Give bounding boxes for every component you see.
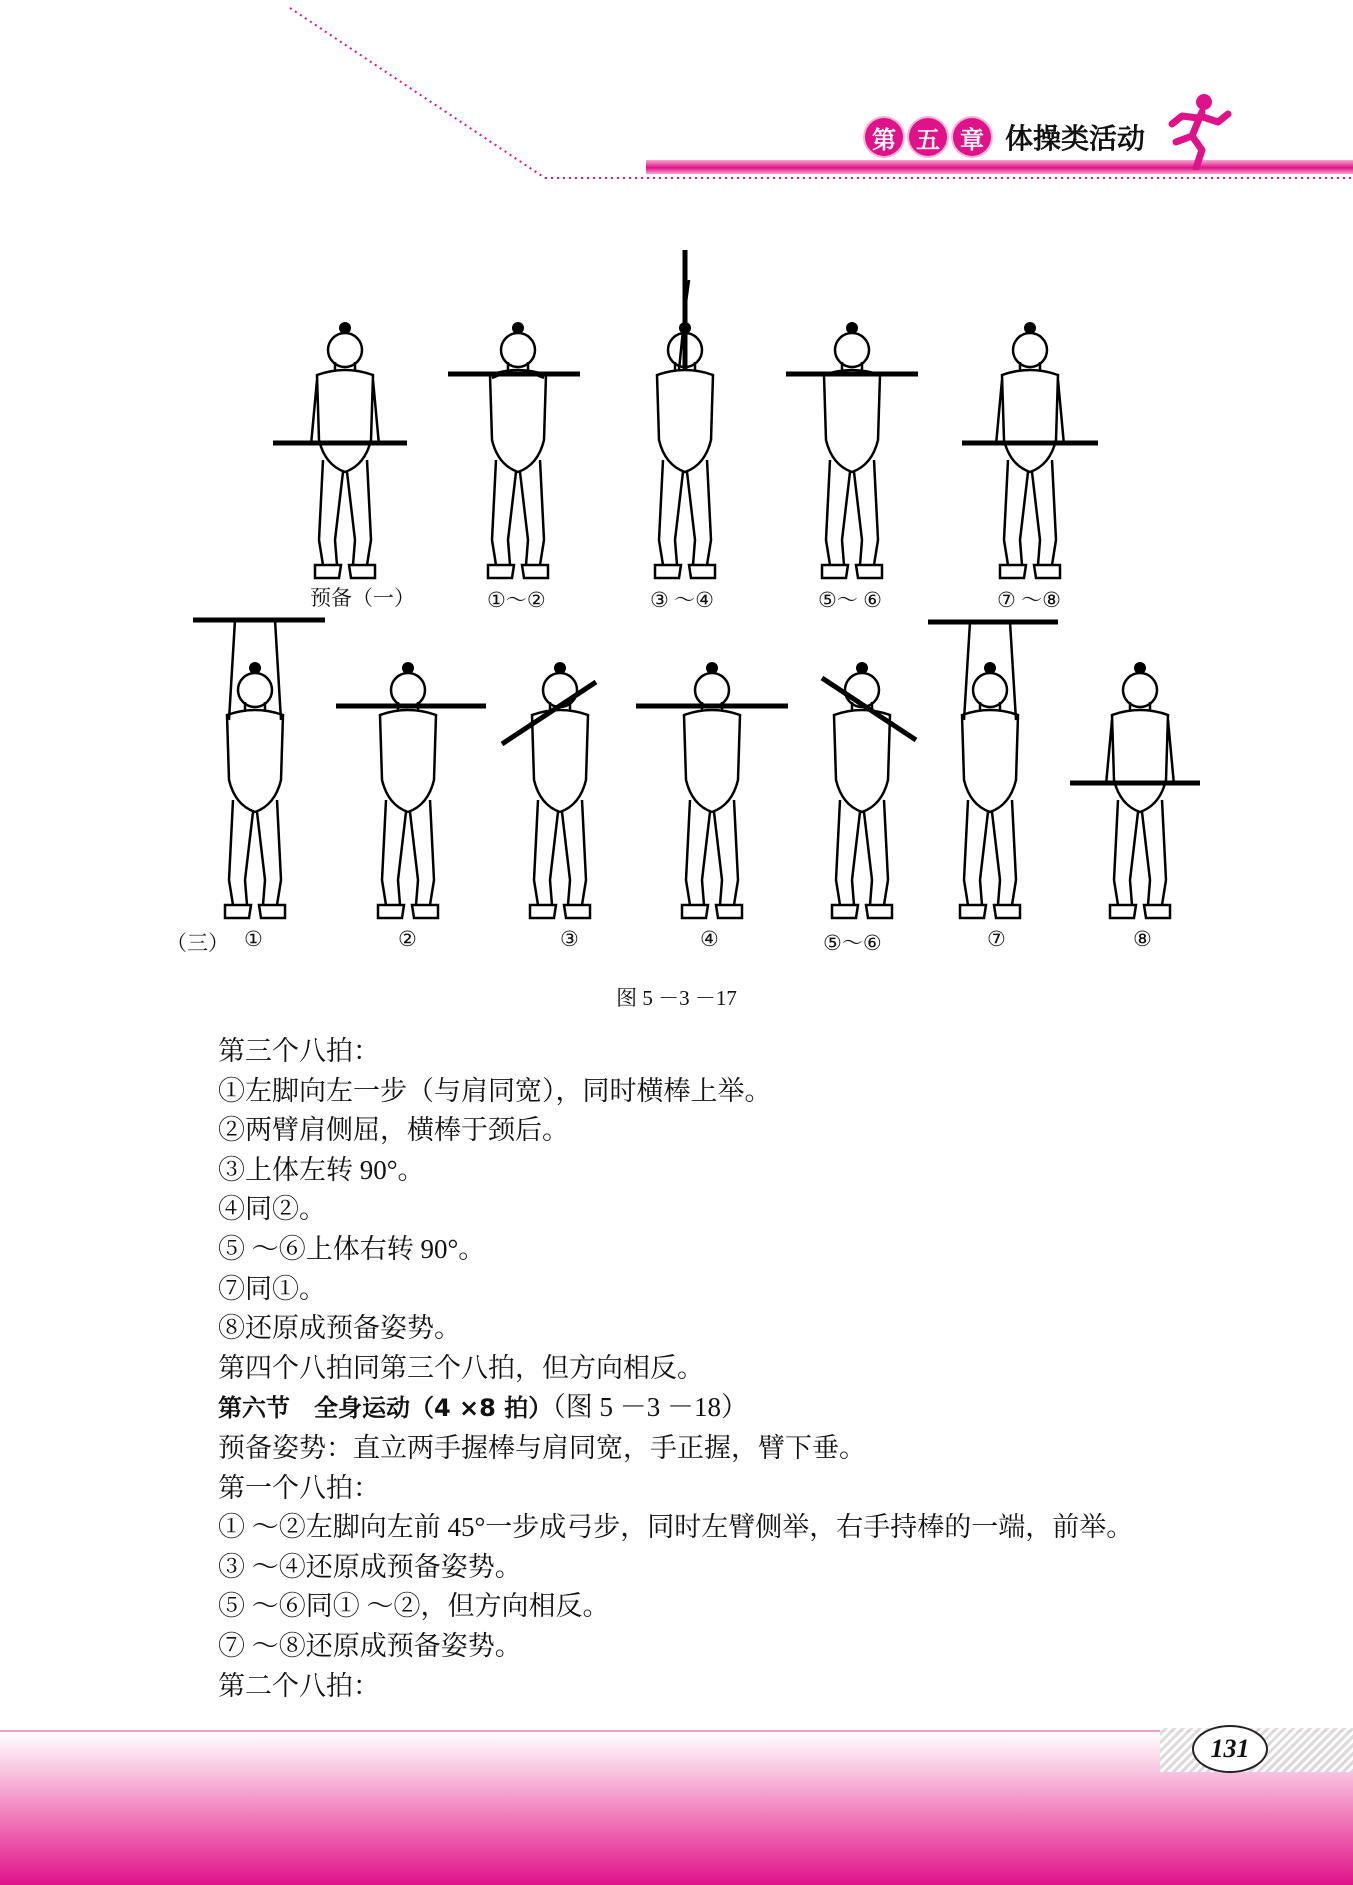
footer-band	[0, 1732, 1353, 1885]
body-line: ③上体左转 90°。	[218, 1154, 425, 1185]
body-line: ① ～②左脚向左前 45°一步成弓步，同时左臂侧举，右手持棒的一端，前举。	[218, 1512, 1134, 1543]
label-row2-8: ⑧	[1133, 927, 1152, 951]
figure-row2-4	[636, 662, 788, 918]
body-line: ⑤ ～⑥同① ～②，但方向相反。	[218, 1591, 610, 1622]
figure-row2-2	[336, 662, 486, 918]
label-group-three: （三）	[166, 931, 229, 955]
body-line: 第三个八拍：	[218, 1036, 380, 1066]
label-row2-3: ③	[560, 927, 579, 951]
figure-row2-3	[502, 662, 596, 918]
figure-row1-prep	[273, 322, 407, 578]
body-line: 预备姿势：直立两手握棒与肩同宽，手正握，臂下垂。	[218, 1432, 866, 1463]
body-line: ②两臂肩侧屈，横棒于颈后。	[218, 1115, 569, 1146]
body-text	[218, 1032, 1278, 1706]
figure-row2-8	[1070, 662, 1200, 918]
body-line: ①左脚向左一步（与肩同宽），同时横棒上举。	[218, 1075, 772, 1106]
figure-row2-1	[193, 620, 325, 918]
label-prep: 预备（一）	[310, 586, 415, 610]
body-line: 第一个八拍：	[218, 1472, 380, 1503]
label-row2-4: ④	[700, 927, 719, 951]
body-line: 第四个八拍同第三个八拍，但方向相反。	[218, 1352, 704, 1383]
body-line: 第二个八拍：	[218, 1670, 380, 1701]
label-row2-2: ②	[398, 927, 417, 951]
figure-row1-1-2	[448, 322, 580, 578]
label-row1-7-8: ⑦ ～⑧	[997, 588, 1061, 612]
section-heading: 第六节 全身运动（4 ×8 拍）	[218, 1394, 553, 1423]
chapter-title: 体操类活动	[1005, 122, 1146, 155]
label-row2-5-6: ⑤～⑥	[823, 931, 882, 955]
page-number: 131	[1192, 1725, 1268, 1773]
chapter-badge-3: 章	[953, 118, 991, 156]
figure-row1-5-6	[786, 322, 918, 578]
body-line: ⑦同①。	[218, 1273, 326, 1304]
section-heading-line	[218, 1388, 1278, 1429]
body-line: ⑦ ～⑧还原成预备姿势。	[218, 1630, 522, 1661]
chapter-badge-2: 五	[909, 118, 947, 156]
figure-caption: 图 5 －3 －17	[616, 986, 737, 1010]
chapter-badge-1: 第	[865, 118, 903, 156]
body-line: ⑤ ～⑥上体右转 90°。	[218, 1233, 486, 1264]
label-row1-3-4: ③ ～④	[650, 588, 714, 612]
figure-row1-7-8	[962, 322, 1098, 578]
body-line: ④同②。	[218, 1194, 326, 1225]
label-row1-1-2: ①～②	[487, 588, 546, 612]
label-row2-1: ①	[244, 927, 263, 951]
label-row1-5-6: ⑤～ ⑥	[818, 588, 882, 612]
section-figure-ref: （图 5 －3 －18）	[552, 1392, 748, 1423]
figure-row2-5-6	[822, 662, 916, 918]
body-line: ③ ～④还原成预备姿势。	[218, 1551, 522, 1582]
body-line: ⑧还原成预备姿势。	[218, 1313, 461, 1344]
figure-row1-3-4	[655, 250, 715, 578]
figure-row2-7	[928, 622, 1058, 918]
label-row2-7: ⑦	[987, 927, 1006, 951]
